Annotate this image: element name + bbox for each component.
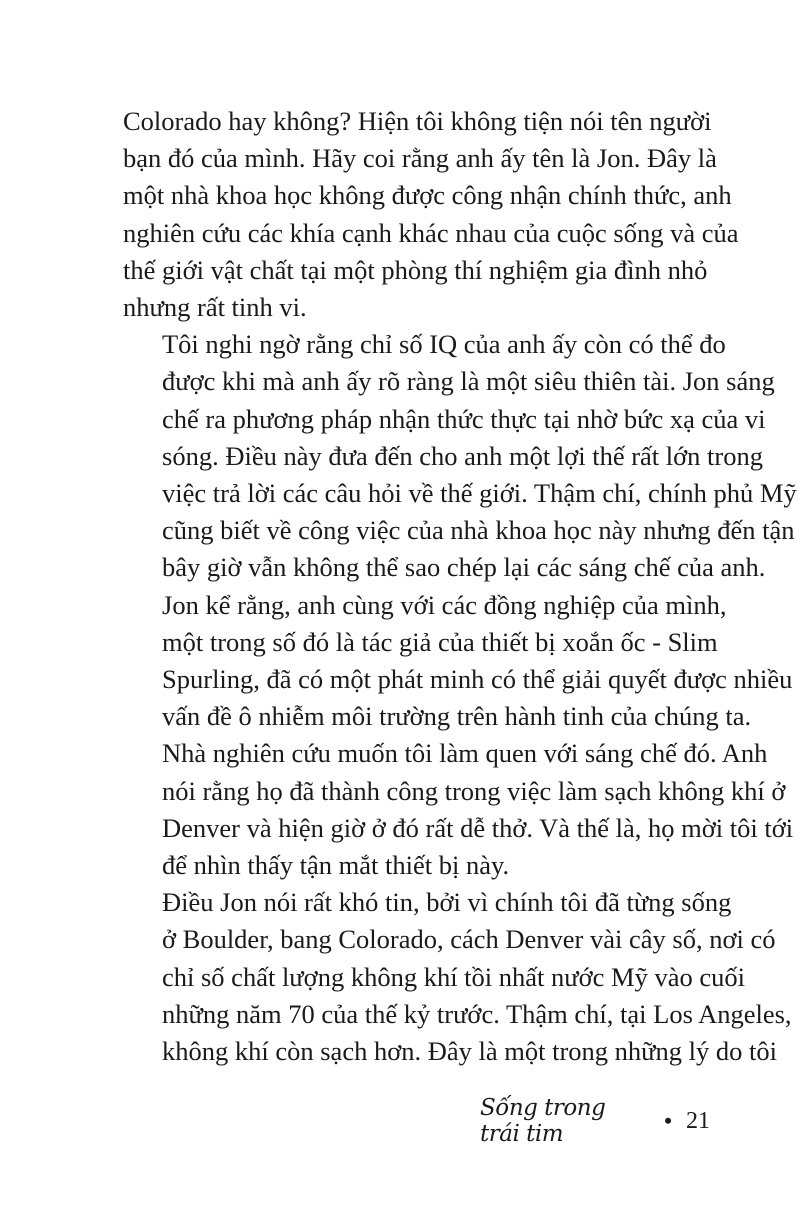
page-footer: [480, 1096, 710, 1146]
footer-separator: •: [664, 1108, 672, 1133]
body-text: [123, 103, 797, 1070]
text-line: chỉ số chất lượng không khí tồi nhất nước Mỹ vào cuối: [162, 961, 745, 992]
text-line: thế giới vật chất tại một phòng thí nghiệm gia đình nhỏ: [123, 254, 708, 285]
text-line: Nhà nghiên cứu muốn tôi làm quen với sáng chế đó. Anh: [162, 738, 768, 769]
running-title: Sống trong trái tim: [480, 1095, 606, 1147]
text-line: nói rằng họ đã thành công trong việc làm sạch không khí ở: [162, 775, 786, 806]
text-line: Denver và hiện giờ ở đó rất dễ thở. Và thế là, họ mời tôi tới: [162, 812, 794, 843]
text-line: cũng biết về công việc của nhà khoa học này nhưng đến tận: [162, 515, 795, 546]
text-line: vấn đề ô nhiễm môi trường trên hành tinh của chúng ta.: [162, 701, 752, 732]
text-line: không khí còn sạch hơn. Đây là một trong những lý do tôi: [162, 1036, 777, 1067]
text-line: Colorado hay không? Hiện tôi không tiện nói tên người: [123, 106, 712, 136]
text-line: Jon kể rằng, anh cùng với các đồng nghiệp của mình,: [162, 589, 727, 620]
text-line: một trong số đó là tác giả của thiết bị xoắn ốc - Slim: [162, 626, 718, 657]
paragraph: [123, 326, 797, 586]
text-line: bây giờ vẫn không thể sao chép lại các sáng chế của anh.: [162, 552, 766, 583]
page-number: 21: [686, 1107, 710, 1134]
text-line: để nhìn thấy tận mắt thiết bị này.: [162, 850, 510, 881]
paragraph: [123, 884, 792, 1070]
text-line: việc trả lời các câu hỏi về thế giới. Thậm chí, chính phủ Mỹ: [162, 478, 797, 509]
text-line: Tôi nghi ngờ rằng chỉ số IQ của anh ấy còn có thể đo: [162, 329, 726, 360]
paragraph: [123, 587, 794, 885]
text-line: Điều Jon nói rất khó tin, bởi vì chính tôi đã từng sống: [162, 887, 732, 918]
text-line: Spurling, đã có một phát minh có thể giải quyết được nhiều: [162, 664, 793, 695]
text-line: những năm 70 của thế kỷ trước. Thậm chí, tại Los Angeles,: [162, 998, 792, 1029]
text-line: sóng. Điều này đưa đến cho anh một lợi thế rất lớn trong: [162, 440, 763, 471]
text-line: nhưng rất tinh vi.: [123, 292, 307, 323]
text-line: một nhà khoa học không được công nhận chính thức, anh: [123, 180, 732, 211]
text-line: bạn đó của mình. Hãy coi rằng anh ấy tên là Jon. Đây là: [123, 143, 717, 174]
text-line: được khi mà anh ấy rõ ràng là một siêu thiên tài. Jon sáng: [162, 366, 775, 397]
paragraph: [123, 103, 739, 326]
text-line: ở Boulder, bang Colorado, cách Denver vài cây số, nơi có: [162, 924, 776, 955]
text-line: nghiên cứu các khía cạnh khác nhau của cuộc sống và của: [123, 217, 739, 248]
text-line: chế ra phương pháp nhận thức thực tại nhờ bức xạ của vi: [162, 403, 766, 434]
